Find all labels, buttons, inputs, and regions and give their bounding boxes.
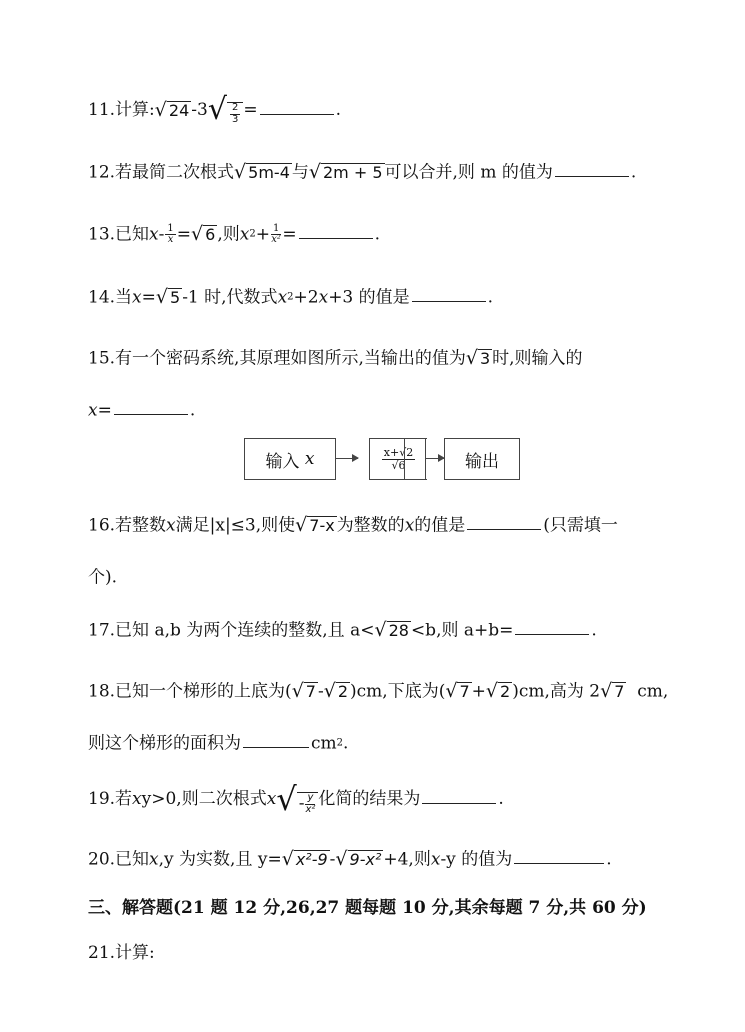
exponent: 2 (336, 737, 344, 749)
q-text: 可以合并,则 m 的值为 (384, 162, 553, 183)
q-text: . (591, 620, 597, 641)
cipher-flow-diagram (244, 438, 522, 482)
q-text: = (176, 224, 192, 245)
var-x: x (239, 224, 250, 245)
q-text: -y 的值为 (440, 849, 513, 870)
q-text: y>0,则二次根式 (141, 789, 267, 809)
process-box: $\frac{x+√2}{√6}$ (369, 438, 427, 480)
q-text: 化简的结果为 (318, 789, 421, 809)
sqrt-3: √ 3 (465, 347, 491, 369)
question-16 (88, 513, 618, 538)
answer-blank[interactable] (514, 862, 604, 864)
q-text: 为整数的 (336, 515, 405, 536)
exponent: 2 (249, 228, 256, 240)
input-box: 输入 x (244, 438, 336, 480)
sqrt-7: √ 7 (600, 680, 625, 702)
var-x: x (318, 287, 329, 308)
question-20 (88, 847, 612, 872)
sqrt-6: √ 6 (191, 223, 216, 245)
q-text: 满足|x|≤3,则使 (175, 515, 296, 536)
question-14 (88, 285, 493, 310)
var-x: x (132, 789, 142, 809)
sqrt-neg-y-over-x2: √ - $\frac{y}{\text{x²}}$ (276, 783, 318, 815)
q-text: +4,则 (383, 849, 431, 870)
var-x: x (277, 287, 288, 308)
sqrt-7: √ 7 (291, 680, 316, 702)
q-text: +2 (293, 287, 319, 308)
sqrt-7-x: √ 7-x (295, 514, 335, 536)
q-text: - (158, 224, 165, 245)
q-text: (只需填一 (543, 515, 618, 536)
q-text: = (97, 400, 112, 421)
q-text: )cm,下底为( (350, 681, 446, 702)
q-text: . (343, 733, 349, 754)
q-text: ,y 为实数,且 y= (158, 849, 282, 870)
var-x: x (266, 789, 277, 809)
answer-blank[interactable] (412, 300, 486, 302)
q-text: +3 的值是 (328, 287, 410, 308)
q-text: cm, (626, 681, 669, 702)
q-text: 与 (291, 162, 309, 183)
answer-blank[interactable] (422, 802, 496, 804)
q-number: 11. (88, 100, 116, 120)
sqrt-2: √ 2 (485, 680, 511, 702)
question-21: 21.计算: (88, 943, 155, 963)
answer-blank[interactable] (243, 746, 309, 748)
question-19 (88, 780, 504, 818)
q-number: 14. (88, 287, 116, 308)
q-text: 则这个梯形的面积为 (88, 733, 241, 754)
var-x: x (149, 849, 159, 870)
exponent: 2 (287, 291, 294, 303)
answer-blank[interactable] (555, 175, 629, 177)
q-number: 20. (88, 849, 116, 870)
q-text: ,则 (217, 224, 240, 245)
answer-blank[interactable] (299, 237, 373, 239)
question-12 (88, 160, 636, 185)
q-text: 已知 (115, 224, 150, 245)
answer-blank[interactable] (114, 413, 188, 415)
q-text: = (243, 100, 258, 120)
q-text: + (255, 224, 270, 245)
question-18 (88, 679, 668, 704)
q-text: cm (311, 733, 337, 754)
sqrt-24: √ 24 (154, 98, 190, 121)
q-text: + (471, 681, 486, 702)
q-number: 13. (88, 224, 116, 245)
q-text: = (141, 287, 156, 308)
q-text: 若 (115, 789, 133, 809)
q-text: 有一个密码系统,其原理如图所示,当输出的值为 (115, 348, 466, 369)
question-17 (88, 618, 597, 643)
q-text: . (630, 162, 637, 183)
q-number: 17. (88, 620, 116, 641)
sqrt-5m-4: √ 5m-4 (234, 161, 290, 183)
q-text: 已知一个梯形的上底为( (115, 681, 292, 702)
sqrt-x2-9: √ x²-9 (281, 848, 328, 870)
q-text: 计算: (115, 100, 155, 120)
sqrt-2: √ 2 (323, 680, 349, 702)
q-text: 若整数 (115, 515, 167, 536)
sqrt-5: √ 5 (155, 286, 181, 308)
q-text: . (487, 287, 494, 308)
fraction: $\frac{1}{x}$ (167, 222, 174, 245)
sqrt-28: √ 28 (374, 619, 409, 641)
q-number: 19. (88, 789, 116, 809)
var-x: x (430, 849, 441, 870)
var-x: x (88, 400, 98, 421)
question-11 (88, 92, 341, 127)
question-13 (88, 222, 380, 247)
q-text: . (189, 400, 196, 421)
var-x: x (132, 287, 142, 308)
q-text: 已知 a,b 为两个连续的整数,且 a< (115, 620, 375, 641)
q-text: 若最简二次根式 (115, 162, 235, 183)
q-text: -1 时,代数式 (182, 287, 278, 308)
q-text: - (329, 849, 336, 870)
q-text: 当 (115, 287, 133, 308)
output-box: 输出 (444, 438, 520, 480)
q-text: = (282, 224, 297, 245)
q-number: 12. (88, 162, 116, 183)
question-18-line2 (88, 731, 348, 756)
q-text: - (317, 681, 324, 702)
section-heading: 三、解答题(21 题 12 分,26,27 题每题 10 分,其余每题 7 分,共 60 分) (88, 898, 647, 918)
var-x: x (404, 515, 415, 536)
fraction: $\frac{1}{\text{x²}}$ (271, 222, 281, 245)
q-text: 的值是 (414, 515, 466, 536)
question-16-line2 (88, 565, 117, 590)
q-text: 个). (88, 567, 118, 588)
q-number: 18. (88, 681, 116, 702)
q-text: -3 (191, 100, 208, 120)
sqrt-9-x2: √ 9-x² (335, 848, 382, 870)
q-text: . (498, 789, 504, 809)
q-number: 16. (88, 515, 116, 536)
q-text: . (374, 224, 380, 245)
q-number: 15. (88, 348, 116, 369)
sqrt-fraction: √ $\frac{2}{3}$ (208, 95, 244, 125)
answer-blank[interactable] (467, 528, 541, 530)
q-text: . (606, 849, 612, 870)
q-text: 时,则输入的 (492, 348, 583, 369)
q-text: )cm,高为 2 (512, 681, 601, 702)
question-15-line2 (88, 398, 195, 423)
var-x: x (166, 515, 176, 536)
question-15 (88, 346, 583, 371)
answer-blank[interactable] (515, 633, 589, 635)
arrow (336, 458, 358, 459)
answer-blank[interactable] (260, 113, 334, 115)
q-text: . (335, 100, 341, 120)
process-box-divider (404, 438, 426, 480)
q-text: <b,则 a+b= (410, 620, 514, 641)
sqrt-7: √ 7 (445, 680, 470, 702)
arrow (426, 458, 444, 459)
var-x: x (149, 224, 159, 245)
q-text: 已知 (115, 849, 150, 870)
sqrt-2m+5: √ 2m + 5 (308, 161, 383, 183)
